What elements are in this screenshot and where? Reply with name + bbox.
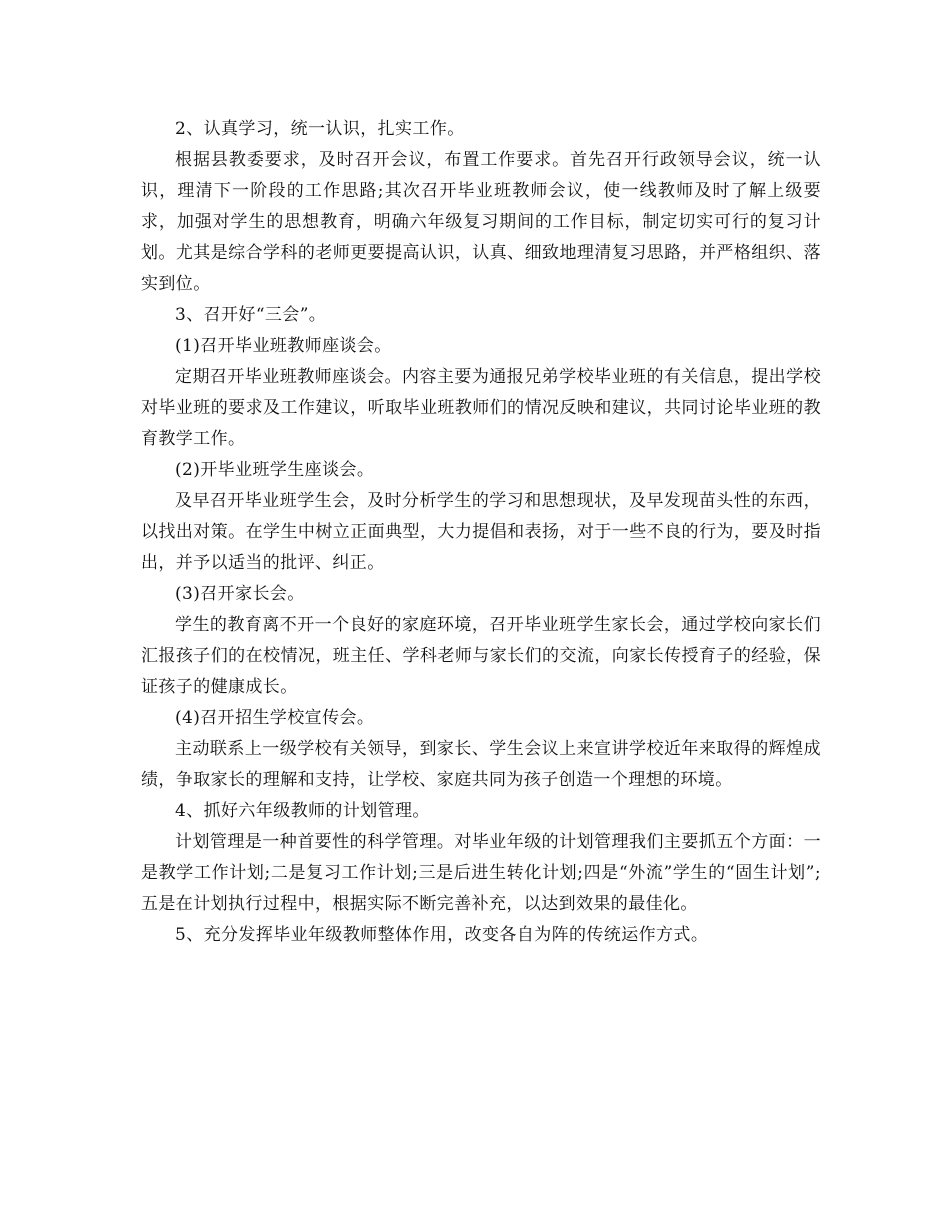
heading-item-2: 2、认真学习，统一认识，扎实工作。	[175, 119, 465, 139]
paragraph-student-forum: 及早召开毕业班学生会，及时分析学生的学习和思想现状，及早发现苗头性的东西，以找出对策。在学生中树立正面典型，大力提倡和表扬，对于一些不良的行为，要及时指出，并予以适当的批评、纠正。	[141, 491, 821, 573]
paragraph-parent-meeting: 学生的教育离不开一个良好的家庭环境，召开毕业班学生家长会，通过学校向家长们汇报孩子们的在校情况，班主任、学科老师与家长们的交流，向家长传授育子的经验，保证孩子的健康成长。	[141, 615, 821, 697]
document-body	[141, 114, 821, 951]
subheading-parent-meeting: (3)召开家长会。	[175, 584, 305, 604]
heading-item-4: 4、抓好六年级教师的计划管理。	[175, 801, 430, 821]
subheading-teacher-forum: (1)召开毕业班教师座谈会。	[175, 336, 392, 356]
paragraph-recruitment-meeting: 主动联系上一级学校有关领导，到家长、学生会议上来宣讲学校近年来取得的辉煌成绩，争取家长的理解和支持，让学校、家庭共同为孩子创造一个理想的环境。	[141, 739, 821, 790]
heading-item-3: 3、召开好“三会”。	[175, 305, 327, 325]
paragraph-meeting-arrangement: 根据县教委要求，及时召开会议，布置工作要求。首先召开行政领导会议，统一认识，理清下一阶段的工作思路;其次召开毕业班教师会议，使一线教师及时了解上级要求，加强对学生的思想教育，明确六年级复习期间的工作目标，制定切实可行的复习计划。尤其是综合学科的老师更要提高认识，认真、细致地理清复习思路，并严格组织、落实到位。	[141, 150, 821, 294]
subheading-student-forum: (2)开毕业班学生座谈会。	[175, 460, 375, 480]
paragraph-teacher-forum: 定期召开毕业班教师座谈会。内容主要为通报兄弟学校毕业班的有关信息，提出学校对毕业班的要求及工作建议，听取毕业班教师们的情况反映和建议，共同讨论毕业班的教育教学工作。	[141, 367, 821, 449]
heading-item-5: 5、充分发挥毕业年级教师整体作用，改变各自为阵的传统运作方式。	[175, 925, 709, 945]
subheading-recruitment-meeting: (4)召开招生学校宣传会。	[175, 708, 375, 728]
paragraph-plan-management: 计划管理是一种首要性的科学管理。对毕业年级的计划管理我们主要抓五个方面：一是教学工作计划;二是复习工作计划;三是后进生转化计划;四是“外流”学生的“固生计划”;五是在计划执行过程中，根据实际不断完善补充，以达到效果的最佳化。	[141, 832, 821, 914]
